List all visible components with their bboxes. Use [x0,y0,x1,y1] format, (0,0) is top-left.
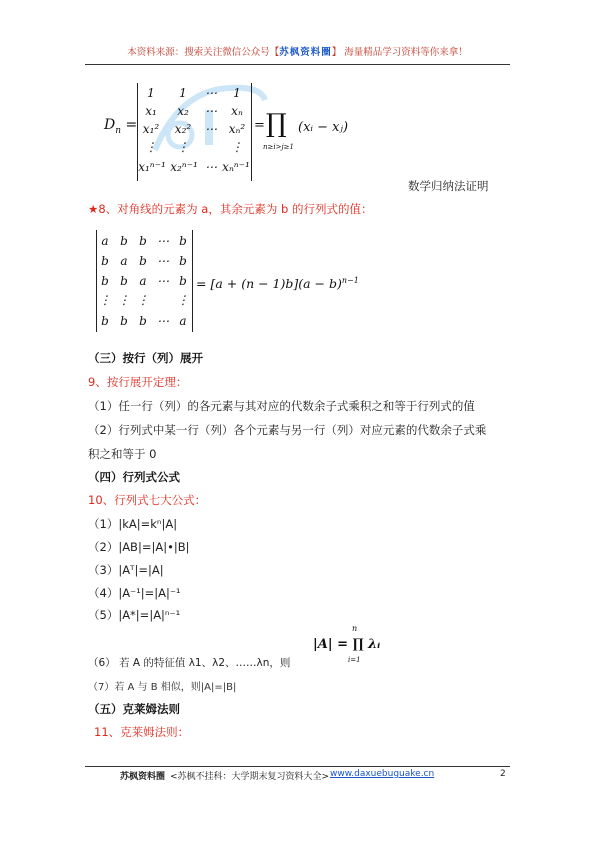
vandermonde-lhs: $D_n$ = [104,117,138,136]
formula-4: （4）|A⁻¹|=|A|⁻¹ [88,586,181,600]
formula-5: （5）|A*|=|A|ⁿ⁻¹ [88,608,181,622]
eigen-prod-bottom: i=1 [348,656,361,664]
vm-r2c3: xₙ² [228,122,246,136]
dd-r1c3: ⋯ [157,254,169,268]
induction-note: 数学归纳法证明 [408,179,489,193]
dd-r2c2: a [139,274,147,288]
vm-r1c2: ⋯ [205,104,217,118]
vm-r2c1: x₂² [174,122,192,136]
vm-product-range: n≥i>j≥1 [263,143,294,151]
diag-right-bar [192,230,193,332]
vm-product-symbol: ∏ [266,109,287,139]
header-prefix: 本资料来源：搜索关注微信公众号【 [127,47,280,58]
vm-r1c3: xₙ [231,104,243,118]
dd-r0c1: b [120,234,128,248]
item-11-heading: 11、克莱姆法则： [94,725,190,739]
vm-r3c3: ⋮ [231,140,243,154]
vm-equals: = [254,118,265,133]
vm-r1c0: x₁ [145,104,157,118]
footer-slogan: <苏枫不挂科：大学期末复习资料大全> [170,772,330,782]
vm-r0c1: 1 [179,86,187,100]
eigen-prod-expr: |A| = ∏ λᵢ [313,637,381,652]
footer-brand: 苏枫资料圈 [120,772,166,782]
dd-r3c4: ⋮ [177,293,189,307]
item-9-point-2-line-2: 积之和等于 0 [88,447,157,461]
dd-r4c0: b [101,314,109,328]
dd-r1c1: a [120,254,128,268]
section-3-heading: （三）按行（列）展开 [88,351,203,365]
item-9-heading: 9、按行展开定理： [88,375,188,389]
dd-r4c2: b [139,314,147,328]
dd-r3c2: ⋮ [137,293,149,307]
footer-link[interactable] [330,769,434,779]
dd-r0c2: b [139,234,147,248]
dd-r1c0: b [101,254,109,268]
dd-r4c3: ⋯ [157,314,169,328]
vm-r0c0: 1 [147,86,155,100]
dd-r2c1: b [120,274,128,288]
footer-url[interactable]: www.daxuebuguake.cn [330,769,435,779]
formula-1: （1）|kA|=kⁿ|A| [88,517,178,531]
eigen-prod-top: n [352,624,358,633]
item-9-point-2-line-1: （2）行列式中某一行（列）各个元素与另一行（列）对应元素的代数余子式乘 [88,423,487,437]
item-9-point-1: （1）任一行（列）的各元素与其对应的代数余子式乘积之和等于行列式的值 [88,399,475,413]
dd-r1c2: b [139,254,147,268]
formula-2: （2）|AB|=|A|•|B| [88,540,190,554]
vm-r0c2: ⋯ [205,86,217,100]
vm-product-expr: (xᵢ − xⱼ) [298,120,349,135]
formula-7: （7）若 A 与 B 相似，则|A|=|B| [88,682,237,693]
formula-6: （6） 若 A 的特征值 λ1、λ2、……λn，则 [88,657,291,669]
vm-r1c1: x₂ [177,104,189,118]
dd-r2c0: b [101,274,109,288]
dd-r4c1: b [120,314,128,328]
vm-r4c2: ⋯ [205,160,217,174]
page-header [85,44,510,58]
vm-r4c1: x₂ⁿ⁻¹ [170,160,198,174]
diag-left-bar [96,230,97,332]
dd-r3c1: ⋮ [118,293,130,307]
diag-rhs: = $[a + (n - 1)b](a - b)^{n-1}$ [196,276,359,292]
formula-3: （3）|Aᵀ|=|A| [88,563,164,577]
header-suffix: 】 海量精品学习资料等你来拿！ [331,47,468,58]
section-5-heading: （五）克莱姆法则 [88,702,180,716]
item-8-heading: ★8、对角线的元素为 a，其余元素为 b 的行列式的值： [88,202,373,216]
dd-r0c4: b [179,234,187,248]
dd-r0c3: ⋯ [157,234,169,248]
dd-r3c0: ⋮ [99,293,111,307]
dd-r0c0: a [101,234,109,248]
vm-r4c3: xₙⁿ⁻¹ [222,160,250,174]
header-brand: 苏枫资料圈 [279,47,332,58]
star-icon: ★ [88,202,99,216]
dd-r1c4: b [179,254,187,268]
vm-r0c3: 1 [233,86,241,100]
vm-r3c0: ⋮ [145,140,157,154]
dd-r2c4: b [179,274,187,288]
page-number: 2 [500,769,506,779]
vm-r2c2: ⋯ [205,122,217,136]
vm-r4c0: x₁ⁿ⁻¹ [138,160,166,174]
section-4-heading: （四）行列式公式 [88,470,180,484]
dd-r2c3: ⋯ [157,274,169,288]
header-divider [85,64,510,65]
vm-r3c1: ⋮ [177,140,189,154]
footer-divider [85,766,510,767]
vm-r2c0: x₁² [142,122,160,136]
vandermonde-right-bar [251,83,252,181]
dd-r4c4: a [179,314,187,328]
item-10-heading: 10、行列式七大公式： [88,493,207,507]
